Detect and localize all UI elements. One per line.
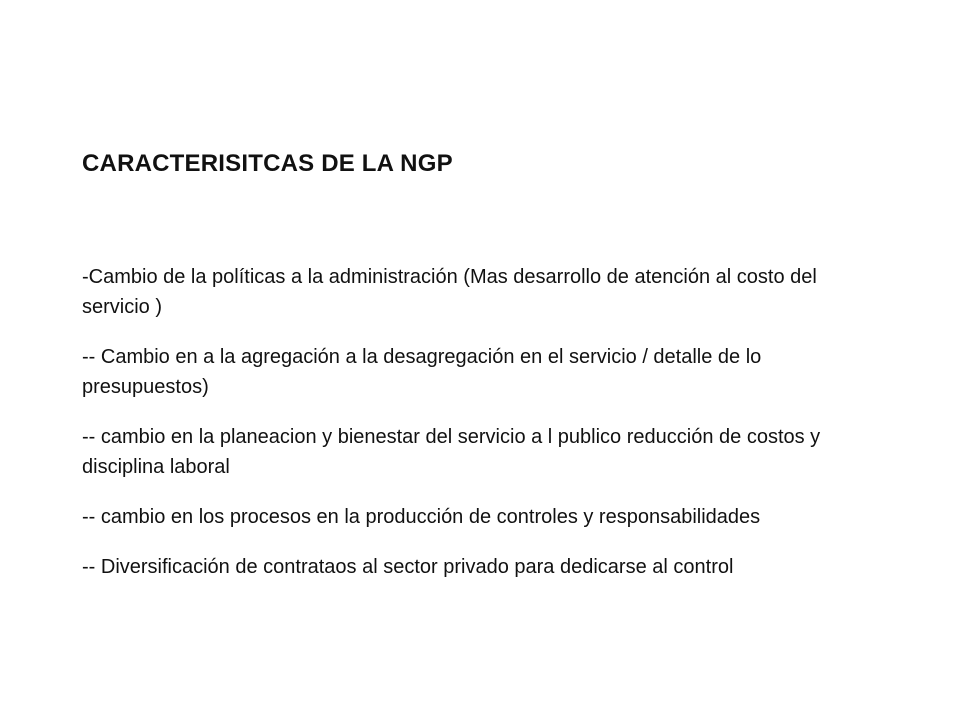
list-item: -Cambio de la políticas a la administración (Mas desarrollo de atención al costo del servicio ) bbox=[82, 266, 817, 318]
bullet-list bbox=[82, 262, 882, 582]
list-item: -- cambio en la planeacion y bienestar del servicio a l publico reducción de costos y disciplina laboral bbox=[82, 426, 821, 478]
slide-title: CARACTERISITCAS DE LA NGP bbox=[82, 150, 453, 177]
list-item: -- Cambio en a la agregación a la desagregación en el servicio / detalle de lo presupuestos) bbox=[82, 346, 762, 398]
list-item: -- Diversificación de contrataos al sector privado para dedicarse al control bbox=[82, 556, 734, 578]
list-item: -- cambio en los procesos en la producción de controles y responsabilidades bbox=[82, 506, 761, 528]
